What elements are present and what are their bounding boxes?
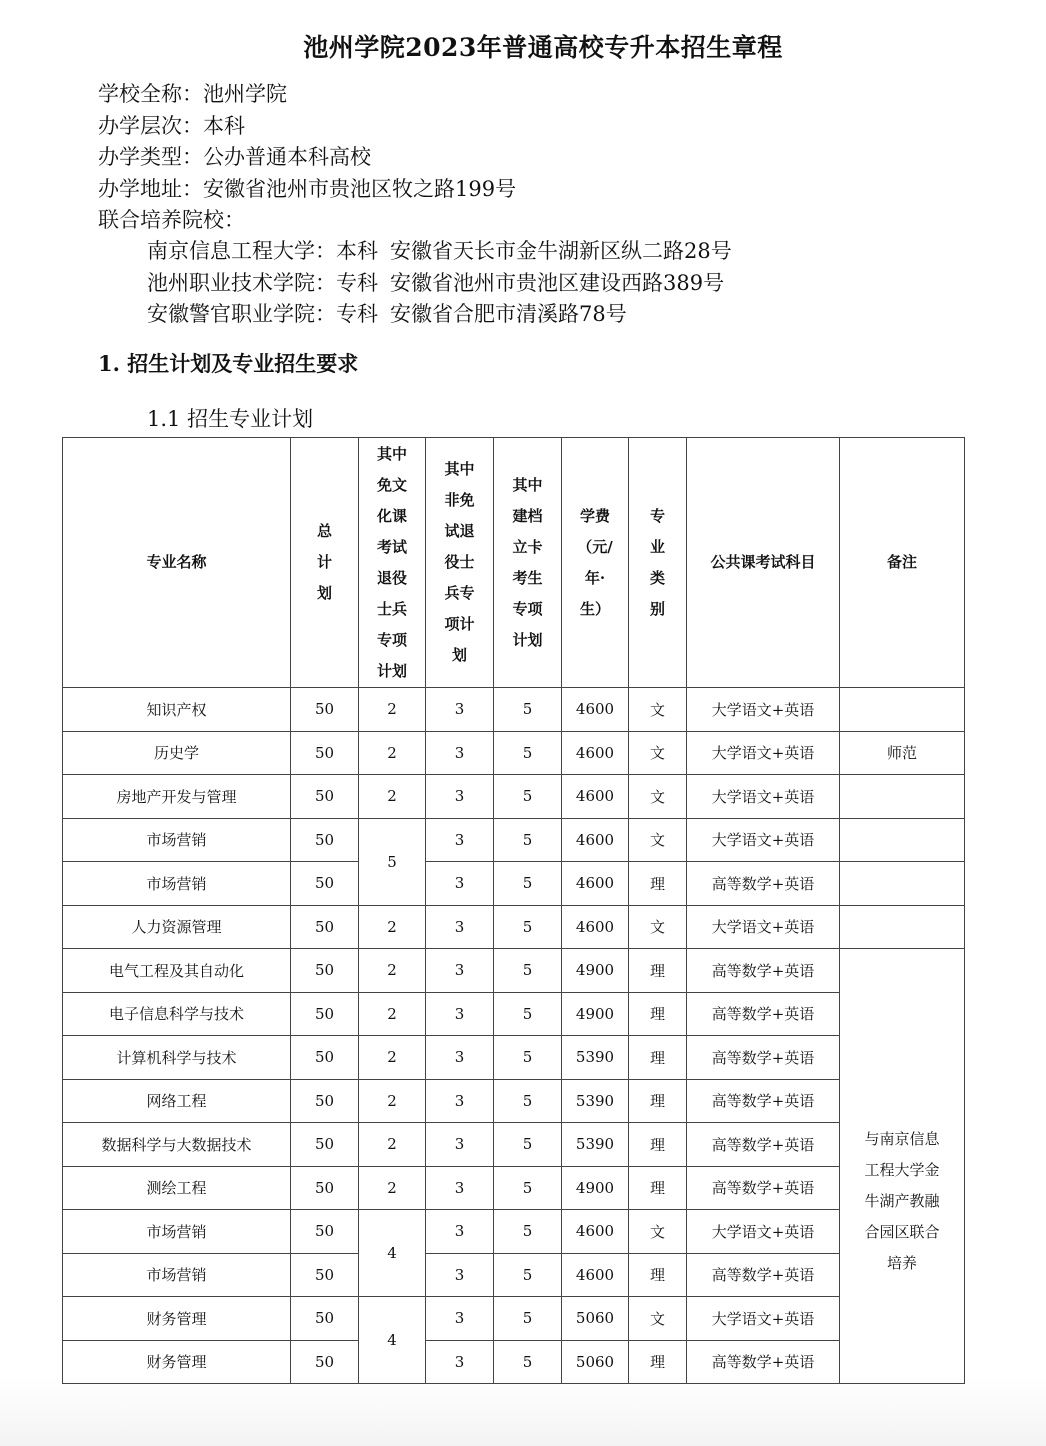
category-cell: 理 <box>629 949 687 993</box>
table-row <box>63 1123 965 1167</box>
category-cell: 文 <box>629 775 687 819</box>
total-plan-cell: 50 <box>291 731 359 775</box>
header-line: 业 <box>649 537 665 556</box>
veteran-plan-cell: 3 <box>426 1297 494 1341</box>
major-name-cell: 市场营销 <box>63 862 291 906</box>
veteran-plan-cell: 3 <box>426 688 494 732</box>
header-line: 项计 <box>444 615 475 633</box>
total-plan-cell: 50 <box>291 949 359 993</box>
veteran-plan-cell: 3 <box>426 905 494 949</box>
info-row-level <box>98 111 516 143</box>
header-line: 兵专 <box>444 584 475 602</box>
veteran-exempt-cell: 2 <box>359 949 426 993</box>
category-cell: 理 <box>629 1123 687 1167</box>
header-line: 立卡 <box>512 537 543 556</box>
major-name-cell: 计算机科学与技术 <box>63 1036 291 1080</box>
header-tuition <box>562 438 629 688</box>
major-name-cell: 市场营销 <box>63 1210 291 1254</box>
veteran-exempt-cell: 2 <box>359 1079 426 1123</box>
exam-subjects-cell: 高等数学+英语 <box>687 1166 840 1210</box>
category-cell: 文 <box>629 818 687 862</box>
table-row <box>63 818 965 862</box>
table-row <box>63 731 965 775</box>
header-line: 非免 <box>444 491 475 509</box>
major-name-cell: 知识产权 <box>63 688 291 732</box>
tuition-cell: 4600 <box>562 731 629 775</box>
veteran-plan-cell: 3 <box>426 992 494 1036</box>
major-name-cell: 历史学 <box>63 731 291 775</box>
partner-name: 池州职业技术学院： <box>147 270 336 295</box>
major-name-cell: 人力资源管理 <box>63 905 291 949</box>
veteran-exempt-cell: 2 <box>359 1166 426 1210</box>
veteran-exempt-cell: 2 <box>359 1123 426 1167</box>
veteran-exempt-cell: 2 <box>359 992 426 1036</box>
poverty-plan-cell: 5 <box>494 731 562 775</box>
exam-subjects-cell: 大学语文+英语 <box>687 905 840 949</box>
tuition-cell: 4600 <box>562 818 629 862</box>
remarks-cell <box>840 775 965 819</box>
major-name-cell: 财务管理 <box>63 1297 291 1341</box>
poverty-plan-cell: 5 <box>494 818 562 862</box>
section-heading-1: 1. 招生计划及专业招生要求 <box>98 351 359 376</box>
header-line: 生） <box>579 599 610 618</box>
table-row <box>63 1297 965 1341</box>
header-exam-subjects <box>687 438 840 688</box>
poverty-plan-cell: 5 <box>494 1253 562 1297</box>
info-row-address <box>98 174 516 206</box>
major-name-cell: 市场营销 <box>63 1253 291 1297</box>
major-name-cell: 电气工程及其自动化 <box>63 949 291 993</box>
tuition-cell: 4900 <box>562 1166 629 1210</box>
exam-subjects-cell: 高等数学+英语 <box>687 1079 840 1123</box>
tuition-cell: 5060 <box>562 1297 629 1341</box>
total-plan-cell: 50 <box>291 1123 359 1167</box>
tuition-cell: 5390 <box>562 1123 629 1167</box>
table-row <box>63 1079 965 1123</box>
tuition-cell: 5390 <box>562 1079 629 1123</box>
header-line: 专项 <box>512 599 543 618</box>
partner-address: 安徽省合肥市清溪路78号 <box>390 302 627 326</box>
veteran-exempt-cell: 4 <box>359 1297 426 1384</box>
veteran-exempt-cell: 2 <box>359 731 426 775</box>
partner-row <box>147 298 732 330</box>
total-plan-cell: 50 <box>291 818 359 862</box>
header-line: 其中 <box>512 475 543 494</box>
table-row <box>63 862 965 906</box>
veteran-plan-cell: 3 <box>426 1210 494 1254</box>
category-cell: 理 <box>629 1036 687 1080</box>
tuition-cell: 4600 <box>562 905 629 949</box>
poverty-plan-cell: 5 <box>494 1123 562 1167</box>
poverty-plan-cell: 5 <box>494 1210 562 1254</box>
info-value: 本科 <box>203 113 245 138</box>
category-cell: 文 <box>629 1210 687 1254</box>
header-line: 年· <box>584 568 606 587</box>
header-line: 建档 <box>512 506 543 525</box>
poverty-plan-cell: 5 <box>494 862 562 906</box>
category-cell: 理 <box>629 1079 687 1123</box>
total-plan-cell: 50 <box>291 1340 359 1384</box>
table-row <box>63 1340 965 1384</box>
header-line: 试退 <box>444 522 475 540</box>
veteran-plan-cell: 3 <box>426 1036 494 1080</box>
header-line: 类 <box>649 568 665 587</box>
total-plan-cell: 50 <box>291 1297 359 1341</box>
veteran-plan-cell: 3 <box>426 1166 494 1210</box>
total-plan-cell: 50 <box>291 775 359 819</box>
header-line: 学费 <box>579 506 610 525</box>
header-line: （元/ <box>577 537 613 556</box>
partner-level: 专科 <box>336 270 378 295</box>
header-line: 退役 <box>376 568 407 587</box>
category-cell: 理 <box>629 1253 687 1297</box>
table-row <box>63 1253 965 1297</box>
header-line: 划 <box>451 646 467 664</box>
table-row <box>63 1036 965 1080</box>
poverty-plan-cell: 5 <box>494 1166 562 1210</box>
info-label: 办学层次： <box>98 113 203 138</box>
remarks-cell: 师范 <box>840 731 965 775</box>
tuition-cell: 4900 <box>562 992 629 1036</box>
info-label: 学校全称： <box>98 82 203 106</box>
section-heading-1-1: 1.1 招生专业计划 <box>147 407 314 431</box>
header-line: 役士 <box>444 553 475 571</box>
partner-address: 安徽省天长市金牛湖新区纵二路28号 <box>390 239 732 263</box>
total-plan-cell: 50 <box>291 992 359 1036</box>
header-line: 免文 <box>376 475 407 494</box>
header-line: 总 <box>316 522 332 540</box>
header-line: 计划 <box>376 661 407 680</box>
info-row-full-name <box>98 79 516 111</box>
poverty-plan-cell: 5 <box>494 1297 562 1341</box>
header-line: 专项 <box>376 630 407 649</box>
poverty-plan-cell: 5 <box>494 1079 562 1123</box>
header-total-plan <box>291 438 359 688</box>
poverty-plan-cell: 5 <box>494 775 562 819</box>
tuition-cell: 5060 <box>562 1340 629 1384</box>
category-cell: 文 <box>629 905 687 949</box>
header-line: 专 <box>649 506 665 525</box>
total-plan-cell: 50 <box>291 1210 359 1254</box>
veteran-exempt-cell: 2 <box>359 688 426 732</box>
veteran-exempt-cell: 5 <box>359 818 426 905</box>
header-veteran-plan <box>426 438 494 688</box>
exam-subjects-cell: 高等数学+英语 <box>687 1253 840 1297</box>
veteran-plan-cell: 3 <box>426 949 494 993</box>
veteran-exempt-cell: 4 <box>359 1210 426 1297</box>
header-line: 公共课考试科目 <box>710 553 816 571</box>
header-veteran-exempt-plan <box>359 438 426 688</box>
header-line: 计 <box>316 553 332 571</box>
header-line: 考生 <box>512 568 543 587</box>
veteran-plan-cell: 3 <box>426 775 494 819</box>
header-line: 其中 <box>444 460 475 478</box>
veteran-plan-cell: 3 <box>426 818 494 862</box>
remark-line: 合园区联合 <box>864 1222 940 1241</box>
category-cell: 理 <box>629 1166 687 1210</box>
header-line: 其中 <box>376 444 407 463</box>
tuition-cell: 5390 <box>562 1036 629 1080</box>
remarks-cell <box>840 905 965 949</box>
total-plan-cell: 50 <box>291 905 359 949</box>
veteran-plan-cell: 3 <box>426 731 494 775</box>
header-remarks <box>840 438 965 688</box>
remarks-cell <box>840 862 965 906</box>
table-row <box>63 905 965 949</box>
major-name-cell: 网络工程 <box>63 1079 291 1123</box>
table-row <box>63 992 965 1036</box>
veteran-plan-cell: 3 <box>426 1340 494 1384</box>
major-name-cell: 房地产开发与管理 <box>63 775 291 819</box>
poverty-plan-cell: 5 <box>494 688 562 732</box>
total-plan-cell: 50 <box>291 1036 359 1080</box>
tuition-cell: 4600 <box>562 688 629 732</box>
remarks-joint-cell <box>840 949 965 1384</box>
enrollment-plan-table <box>62 437 965 1384</box>
veteran-plan-cell: 3 <box>426 1123 494 1167</box>
info-value: 池州学院 <box>203 82 287 106</box>
info-row-type <box>98 142 516 174</box>
category-cell: 理 <box>629 992 687 1036</box>
info-label: 办学类型： <box>98 145 203 169</box>
info-value: 公办普通本科高校 <box>203 145 371 169</box>
tuition-cell: 4600 <box>562 1253 629 1297</box>
remark-line: 牛湖产教融 <box>864 1191 940 1210</box>
exam-subjects-cell: 高等数学+英语 <box>687 1036 840 1080</box>
exam-subjects-cell: 大学语文+英语 <box>687 731 840 775</box>
exam-subjects-cell: 高等数学+英语 <box>687 992 840 1036</box>
header-line: 备注 <box>886 553 917 571</box>
veteran-plan-cell: 3 <box>426 1079 494 1123</box>
category-cell: 文 <box>629 688 687 732</box>
document-title: 池州学院2023年普通高校专升本招生章程 <box>303 33 783 62</box>
page-bottom-shade <box>0 1376 1046 1446</box>
partner-schools <box>147 235 732 330</box>
header-poverty-plan <box>494 438 562 688</box>
partner-address: 安徽省池州市贵池区建设西路389号 <box>390 270 725 295</box>
exam-subjects-cell: 大学语文+英语 <box>687 818 840 862</box>
info-label: 联合培养院校： <box>98 208 245 232</box>
exam-subjects-cell: 高等数学+英语 <box>687 949 840 993</box>
poverty-plan-cell: 5 <box>494 905 562 949</box>
exam-subjects-cell: 大学语文+英语 <box>687 1210 840 1254</box>
category-cell: 文 <box>629 1297 687 1341</box>
poverty-plan-cell: 5 <box>494 1036 562 1080</box>
partner-row <box>147 235 732 267</box>
major-name-cell: 财务管理 <box>63 1340 291 1384</box>
total-plan-cell: 50 <box>291 1079 359 1123</box>
major-name-cell: 市场营销 <box>63 818 291 862</box>
table-row <box>63 1210 965 1254</box>
total-plan-cell: 50 <box>291 688 359 732</box>
table-row <box>63 775 965 819</box>
total-plan-cell: 50 <box>291 1166 359 1210</box>
header-line: 划 <box>316 584 332 602</box>
info-row-partners <box>98 205 516 237</box>
veteran-plan-cell: 3 <box>426 862 494 906</box>
exam-subjects-cell: 高等数学+英语 <box>687 1340 840 1384</box>
table-header-row <box>63 438 965 688</box>
remarks-cell <box>840 818 965 862</box>
total-plan-cell: 50 <box>291 862 359 906</box>
table-row <box>63 949 965 993</box>
tuition-cell: 4600 <box>562 1210 629 1254</box>
partner-level: 本科 <box>336 239 378 263</box>
header-line: 化课 <box>376 506 407 525</box>
exam-subjects-cell: 高等数学+英语 <box>687 862 840 906</box>
info-value: 安徽省池州市贵池区牧之路199号 <box>203 176 517 201</box>
major-name-cell: 数据科学与大数据技术 <box>63 1123 291 1167</box>
exam-subjects-cell: 高等数学+英语 <box>687 1123 840 1167</box>
school-info <box>98 79 516 237</box>
category-cell: 文 <box>629 731 687 775</box>
veteran-exempt-cell: 2 <box>359 775 426 819</box>
header-line: 专业名称 <box>146 553 207 571</box>
major-name-cell: 电子信息科学与技术 <box>63 992 291 1036</box>
partner-name: 安徽警官职业学院： <box>147 302 336 326</box>
table-row <box>63 1166 965 1210</box>
exam-subjects-cell: 大学语文+英语 <box>687 775 840 819</box>
info-label: 办学地址： <box>98 176 203 201</box>
tuition-cell: 4600 <box>562 862 629 906</box>
remark-line: 工程大学金 <box>864 1160 940 1179</box>
veteran-exempt-cell: 2 <box>359 905 426 949</box>
tuition-cell: 4600 <box>562 775 629 819</box>
veteran-exempt-cell: 2 <box>359 1036 426 1080</box>
veteran-plan-cell: 3 <box>426 1253 494 1297</box>
table-row <box>63 688 965 732</box>
category-cell: 理 <box>629 1340 687 1384</box>
header-line: 考试 <box>376 537 407 556</box>
exam-subjects-cell: 大学语文+英语 <box>687 1297 840 1341</box>
poverty-plan-cell: 5 <box>494 992 562 1036</box>
header-category <box>629 438 687 688</box>
header-major-name <box>63 438 291 688</box>
partner-row <box>147 267 732 299</box>
header-line: 士兵 <box>376 599 407 618</box>
partner-level: 专科 <box>336 302 378 326</box>
remark-line: 与南京信息 <box>864 1129 940 1148</box>
header-line: 计划 <box>512 630 543 649</box>
remarks-cell <box>840 688 965 732</box>
major-name-cell: 测绘工程 <box>63 1166 291 1210</box>
tuition-cell: 4900 <box>562 949 629 993</box>
remark-line: 培养 <box>886 1253 917 1272</box>
exam-subjects-cell: 大学语文+英语 <box>687 688 840 732</box>
header-line: 别 <box>649 599 665 618</box>
category-cell: 理 <box>629 862 687 906</box>
partner-name: 南京信息工程大学： <box>147 239 336 263</box>
poverty-plan-cell: 5 <box>494 949 562 993</box>
total-plan-cell: 50 <box>291 1253 359 1297</box>
poverty-plan-cell: 5 <box>494 1340 562 1384</box>
